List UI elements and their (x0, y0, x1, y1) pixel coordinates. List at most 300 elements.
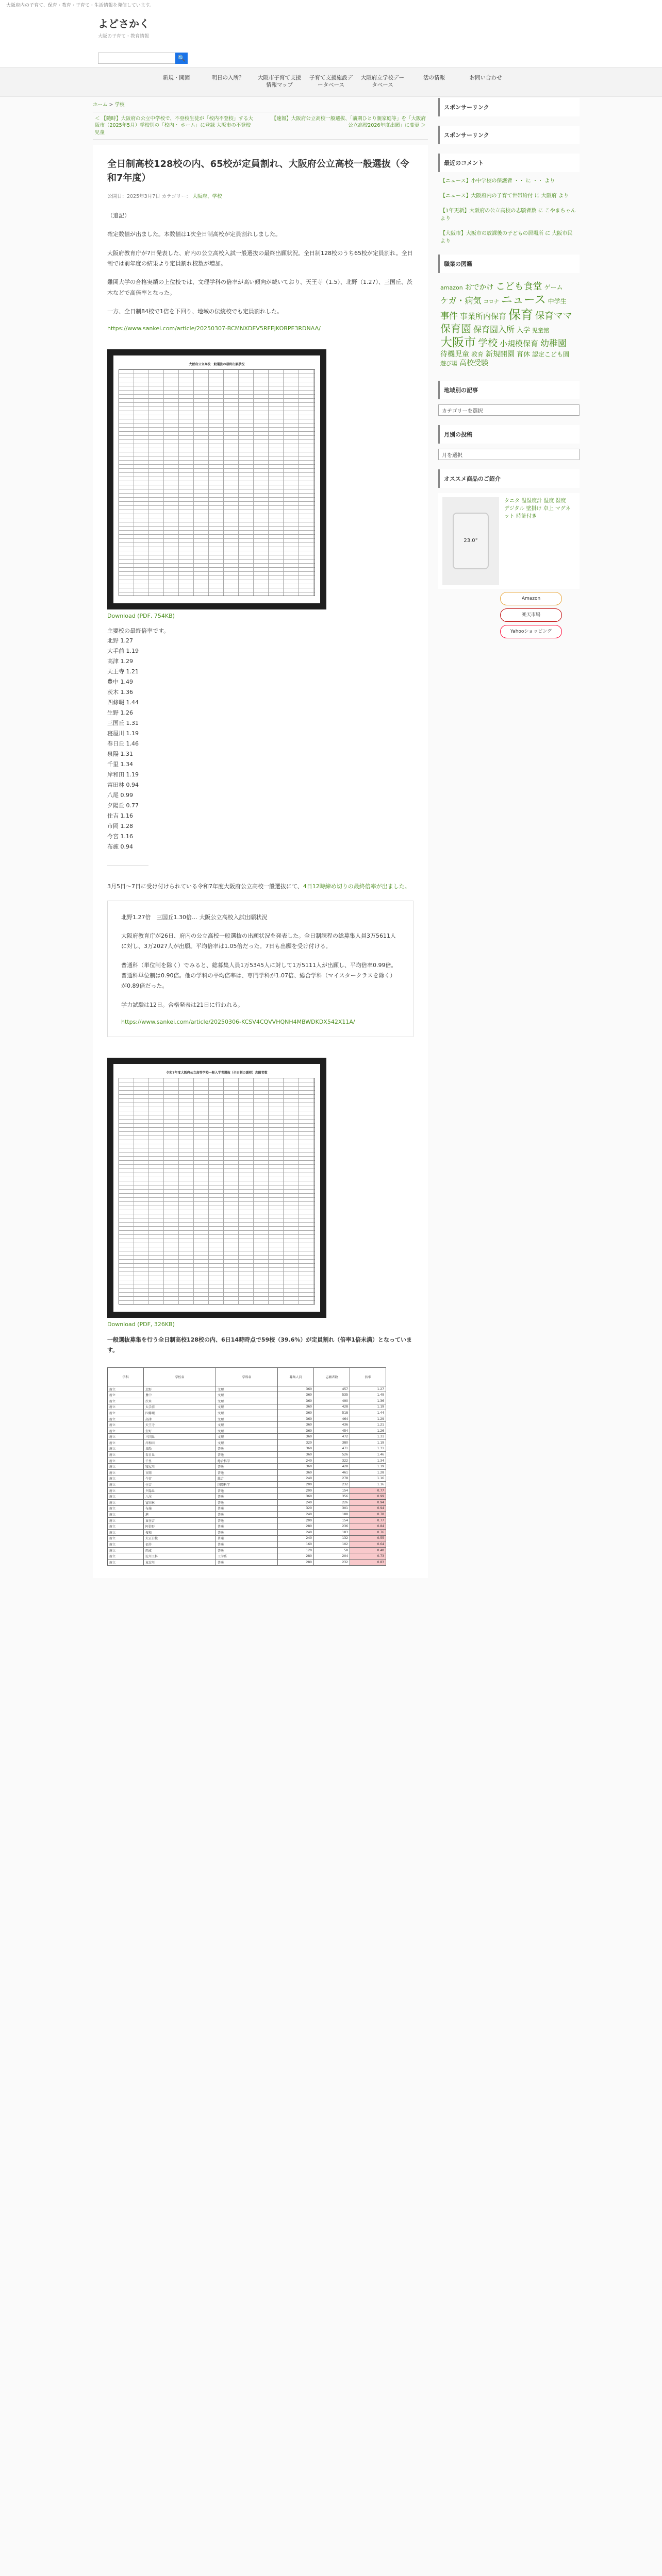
school-ratio-item: 布施 0.94 (107, 843, 133, 851)
table-cell: 0.55 (350, 1535, 386, 1541)
table-cell: 八尾 (144, 1494, 216, 1500)
main-content (93, 98, 428, 1578)
main-nav (0, 67, 662, 97)
table-cell: 0.78 (350, 1512, 386, 1518)
site-logo[interactable]: よどさかく (98, 18, 150, 30)
article-meta (107, 192, 413, 199)
tag-link[interactable]: 保育 (508, 308, 534, 322)
next-post-link[interactable]: 【速報】大阪府公立高校一般選抜、「前期ひとり親家庭等」を「大阪府公立高校2026年度出願」に変更 ＞ (271, 116, 426, 129)
table-cell: 240 (278, 1535, 314, 1541)
table-cell: 1.46 (350, 1452, 386, 1458)
table-cell: 428 (314, 1404, 350, 1410)
sidebar-heading: 最近のコメント (438, 154, 580, 172)
tag-link[interactable]: こども食堂 (495, 281, 542, 292)
table-cell: 1.27 (350, 1386, 386, 1392)
table-cell: 1.21 (350, 1422, 386, 1428)
table-cell: 文理 (216, 1386, 278, 1392)
table-cell: 204 (314, 1553, 350, 1560)
nav-item[interactable]: 大阪府立学校データベース (361, 75, 404, 89)
table-cell: 布施 (144, 1505, 216, 1512)
tag-link[interactable]: コロナ (483, 299, 499, 305)
pdf-page (113, 1064, 320, 1312)
table-row (108, 1494, 386, 1500)
table-cell: 豊中 (144, 1392, 216, 1398)
table-row (108, 1386, 386, 1392)
month-select[interactable]: 月を選択 (438, 449, 580, 460)
school-ratio-item: 天王寺 1.21 (107, 668, 139, 675)
monthly-box (438, 425, 580, 460)
table-cell: 240 (278, 1529, 314, 1535)
table-cell: 普通 (216, 1529, 278, 1535)
recent-comments (438, 154, 580, 245)
table-cell: 文理 (216, 1428, 278, 1434)
list-title: 主要校の最終倍率です。 (107, 628, 170, 635)
table-cell: 文理 (216, 1416, 278, 1422)
table-cell: 府立 (108, 1428, 144, 1434)
table-cell: 府立 (108, 1458, 144, 1464)
table-cell: 1.31 (350, 1446, 386, 1452)
table-cell: 今宮 (144, 1476, 216, 1482)
table-cell: 200 (278, 1487, 314, 1494)
school-ratio-item: 千里 1.34 (107, 761, 133, 768)
table-cell: 0.48 (350, 1547, 386, 1553)
post-nav (93, 112, 428, 140)
table-cell: 464 (314, 1416, 350, 1422)
table-cell: 490 (314, 1398, 350, 1404)
table-cell: 236 (314, 1523, 350, 1530)
tag-link[interactable]: 保育園入所 (473, 325, 515, 334)
table-cell: 360 (278, 1434, 314, 1440)
table-cell: 132 (314, 1535, 350, 1541)
breadcrumb-home[interactable]: ホーム (93, 102, 108, 108)
table-cell: 428 (314, 1464, 350, 1470)
table-cell: 360 (278, 1398, 314, 1404)
table-cell: 普通 (216, 1559, 278, 1565)
table-header: 志願者数 (314, 1367, 350, 1386)
table-cell: 三国丘 (144, 1434, 216, 1440)
tag-link[interactable]: 教育 (471, 350, 484, 358)
table-cell: 280 (278, 1559, 314, 1565)
comments-list (438, 177, 580, 245)
table-cell: 府立 (108, 1464, 144, 1470)
paragraph: 確定数値が出ました。本数値は1次全日制高校が定員割れしました。 (107, 231, 281, 238)
search-box (98, 53, 188, 64)
table-cell: 518 (314, 1410, 350, 1416)
tag-link[interactable]: 保育ママ (535, 311, 573, 321)
school-ratio-item: 夕陽丘 0.77 (107, 802, 139, 809)
table-row (108, 1428, 386, 1434)
breadcrumb-cat[interactable]: 学校 (114, 102, 125, 108)
comment-item[interactable]: 【ニュース】大阪府内の子育て世帯給付 に 大阪府 より (440, 193, 569, 199)
table-cell: 府立 (108, 1494, 144, 1500)
meta-date: 公開日：2025年3月7日 (107, 193, 160, 199)
school-ratio-item: 北野 1.27 (107, 637, 133, 645)
table-cell: 457 (314, 1386, 350, 1392)
tag-link[interactable]: 入学 (517, 327, 531, 334)
table-cell: 535 (314, 1392, 350, 1398)
tag-link[interactable]: 待機児童 (440, 350, 469, 359)
breadcrumb (93, 98, 428, 110)
table-cell: 1.36 (350, 1398, 386, 1404)
table-cell: 文理 (216, 1398, 278, 1404)
table-cell: 文理 (216, 1422, 278, 1428)
sidebar (438, 98, 580, 648)
table-cell: 280 (278, 1553, 314, 1560)
nav-item[interactable]: 活の情報 (423, 75, 445, 81)
table-cell: 360 (278, 1416, 314, 1422)
tag-link[interactable]: 大阪市 (440, 336, 476, 349)
table-cell: 471 (314, 1446, 350, 1452)
recommend-box (438, 469, 580, 638)
table-cell: 府立 (108, 1487, 144, 1494)
table-cell: 1.16 (350, 1476, 386, 1482)
table-cell: 府立 (108, 1559, 144, 1565)
pdf-download-link[interactable]: Download (PDF, 326KB) (107, 1321, 175, 1328)
table-cell: 府立 (108, 1512, 144, 1518)
school-ratio-item: 大手前 1.19 (107, 648, 139, 655)
table-cell: 1.19 (350, 1404, 386, 1410)
table-cell: 文理 (216, 1440, 278, 1446)
table-cell: 福井 (144, 1541, 216, 1548)
table-cell: 桜和 (144, 1529, 216, 1535)
table-cell: 府立 (108, 1422, 144, 1428)
tag-link[interactable]: ケガ・病気 (440, 295, 482, 306)
table-cell: 188 (314, 1512, 350, 1518)
nav-item[interactable]: 子育て支援施設データベース (309, 75, 353, 89)
table-cell: 360 (278, 1422, 314, 1428)
table-cell: 360 (278, 1494, 314, 1500)
thermometer-device: 23.0° (453, 513, 489, 569)
table-cell: 240 (278, 1512, 314, 1518)
table-cell: 府立 (108, 1482, 144, 1488)
table-cell: 472 (314, 1434, 350, 1440)
table-cell: 280 (278, 1523, 314, 1530)
product-image[interactable] (442, 497, 499, 585)
table-cell: 阿倍野 (144, 1523, 216, 1530)
search-input[interactable] (98, 53, 175, 64)
pdf-table-image (119, 369, 315, 596)
table-cell: 0.64 (350, 1541, 386, 1548)
article-title: 全日制高校128校の内、65校が定員割れ、大阪府公立高校一般選抜（令和7年度） (107, 158, 409, 183)
yahoo-button[interactable]: Yahooショッピング (500, 625, 562, 638)
school-ratio-item: 今宮 1.16 (107, 833, 133, 840)
tag-link[interactable]: ゲーム (544, 284, 563, 291)
pdf-viewer[interactable] (107, 1058, 326, 1318)
table-cell: 1.29 (350, 1416, 386, 1422)
table-row (108, 1535, 386, 1541)
table-cell: 府立 (108, 1404, 144, 1410)
table-cell: 360 (278, 1464, 314, 1470)
school-ratio-item: 茨木 1.36 (107, 689, 133, 696)
table-cell: 200 (278, 1482, 314, 1488)
pdf-viewer[interactable] (107, 349, 326, 609)
table-cell: 0.84 (350, 1523, 386, 1530)
table-header: 募集人員 (278, 1367, 314, 1386)
inline-link[interactable]: 4日12時締め切りの最終倍率が出ました。 (303, 883, 410, 890)
table-cell: 府立 (108, 1386, 144, 1392)
table-cell: 府立 (108, 1517, 144, 1523)
pdf-table-image (119, 1078, 315, 1304)
table-cell: 0.99 (350, 1494, 386, 1500)
table-cell: 461 (314, 1470, 350, 1476)
tag-link[interactable]: おでかけ (465, 283, 494, 292)
tag-link[interactable]: amazon (440, 284, 463, 291)
table-cell: 0.94 (350, 1505, 386, 1512)
school-ratio-item: 八尾 0.99 (107, 792, 133, 799)
table-cell: 0.77 (350, 1517, 386, 1523)
blockquote (107, 901, 413, 1037)
school-ratio-list (107, 636, 413, 852)
school-ratio-item: 富田林 0.94 (107, 782, 139, 789)
paragraph: 難関大学の合格実績の上位校では、文理学科の倍率が高い傾向が続いており、天王寺（1.5）、北野（1.27）、三国丘、茨木などで高倍率となった。 (107, 279, 412, 296)
table-cell: 総合 (216, 1476, 278, 1482)
table-cell: 普通 (216, 1452, 278, 1458)
table-cell: 四條畷 (144, 1410, 216, 1416)
table-row (108, 1458, 386, 1464)
table-row (108, 1476, 386, 1482)
tag-link[interactable]: 中学生 (548, 297, 567, 305)
tag-cloud-box (438, 255, 580, 371)
table-row (108, 1541, 386, 1548)
tag-link[interactable]: ニュース (501, 293, 546, 307)
table-cell: 府立 (108, 1529, 144, 1535)
table-cell: 泉陽 (144, 1446, 216, 1452)
sidebar-heading: 地域別の記事 (438, 381, 580, 399)
comment-item[interactable]: 【ニュース】小中学校の保護者 ・・ に ・・ より (440, 178, 555, 184)
table-cell: 普通 (216, 1505, 278, 1512)
table-cell: 232 (314, 1482, 350, 1488)
product-title[interactable]: タニタ 温湿度計 温度 湿度 デジタル 壁掛け 卓上 マグネット 時計付き (504, 498, 571, 519)
table-cell: 住吉 (144, 1482, 216, 1488)
tag-link[interactable]: 事件 (440, 311, 458, 321)
pdf-download-link[interactable]: Download (PDF, 754KB) (107, 613, 175, 620)
paragraph: 大阪府教育庁が7日発表した、府内の公立高校入試一般選抜の最終出願状況。全日制128校のうち65校が定員割れ。全日制では前年度の結果より定員割れ校数が増加。 (107, 249, 413, 267)
table-cell: 0.94 (350, 1500, 386, 1506)
table-row (108, 1452, 386, 1458)
table-row (108, 1464, 386, 1470)
sidebar-heading: 月別の投稿 (438, 425, 580, 444)
paragraph-text: 3月5日〜7日に受け付けられている令和7年度大阪府公立高校一般選抜にて、 (107, 883, 303, 890)
tag-link[interactable]: 遊び場 (440, 360, 457, 367)
table-cell: 文理 (216, 1404, 278, 1410)
category-box (438, 381, 580, 416)
table-header: 学科 (108, 1367, 144, 1386)
table-cell: 富田林 (144, 1500, 216, 1506)
school-ratio-item: 高津 1.29 (107, 658, 133, 665)
tag-link[interactable]: 認定こども園 (532, 350, 570, 358)
school-ratio-item: 四條畷 1.44 (107, 699, 139, 706)
sponsor-box (438, 98, 580, 116)
site-header (0, 10, 662, 67)
table-cell: 200 (278, 1517, 314, 1523)
breadcrumb-sep: > (107, 102, 115, 108)
table-cell: 360 (278, 1410, 314, 1416)
school-ratio-item: 市岡 1.28 (107, 823, 133, 830)
sidebar-heading: 職業の図鑑 (438, 255, 580, 273)
table-cell: 府立 (108, 1434, 144, 1440)
pdf-title: 大阪府公立高校一般選抜の最終出願状況 (189, 363, 245, 367)
pdf-title: 令和7年度大阪府公立高等学校一般入学者選抜（全日制の課程）志願者数 (166, 1071, 268, 1075)
table-cell: 240 (278, 1476, 314, 1482)
table-cell: 文理 (216, 1434, 278, 1440)
table-cell: 356 (314, 1494, 350, 1500)
table-cell: 茨木 (144, 1398, 216, 1404)
category-select[interactable]: カテゴリーを選択 (438, 404, 580, 416)
table-row (108, 1440, 386, 1446)
table-cell: 市岡 (144, 1470, 216, 1476)
tag-link[interactable]: 新規開園 (486, 350, 515, 359)
table-cell: 278 (314, 1476, 350, 1482)
table-cell: 国際科学 (216, 1482, 278, 1488)
tag-link[interactable]: 小規模保育 (500, 339, 539, 348)
table-cell: 0.77 (350, 1487, 386, 1494)
table-cell: 西成 (144, 1547, 216, 1553)
table-header: 学科名 (216, 1367, 278, 1386)
quote-text: 学力試験は12日。合格発表は21日に行われる。 (121, 1001, 243, 1008)
table-cell: 1.49 (350, 1392, 386, 1398)
table-cell: 526 (314, 1452, 350, 1458)
table-row (108, 1422, 386, 1428)
table-cell: 普通 (216, 1547, 278, 1553)
table-cell: 普通 (216, 1464, 278, 1470)
table-row (108, 1553, 386, 1560)
table-cell: 1.19 (350, 1440, 386, 1446)
tag-link[interactable]: 学校 (478, 337, 498, 349)
table-cell: 府立 (108, 1553, 144, 1560)
school-ratio-item: 春日丘 1.46 (107, 740, 139, 748)
table-row (108, 1404, 386, 1410)
table-row (108, 1446, 386, 1452)
table-cell: 大手前 (144, 1404, 216, 1410)
table-cell: 1.34 (350, 1458, 386, 1464)
paragraph: 一方、全日制84校で1倍を下回り、地域の伝統校でも定員割れした。 (107, 308, 283, 315)
sidebar-heading: オススメ商品のご紹介 (438, 469, 580, 488)
table-cell: 360 (278, 1386, 314, 1392)
tag-link[interactable]: 幼稚園 (540, 338, 567, 349)
tag-link[interactable]: 保育園 (440, 323, 471, 335)
comment-item[interactable]: 【1年更新】大阪府の公立高校の志願者数 に こやまちゃん より (440, 208, 576, 222)
table-cell: 320 (278, 1440, 314, 1446)
table-cell: 寝屋川 (144, 1464, 216, 1470)
table-cell: 工学系 (216, 1553, 278, 1560)
table-cell: 府立 (108, 1440, 144, 1446)
table-cell: 府立 (108, 1416, 144, 1422)
table-cell: 232 (314, 1559, 350, 1565)
table-cell: 生野 (144, 1428, 216, 1434)
table-cell: 154 (314, 1487, 350, 1494)
table-cell: 普通 (216, 1446, 278, 1452)
table-row (108, 1500, 386, 1506)
quote-text: 北野1.27倍 三国丘1.30倍… 大阪公立高校入試出願状況 (121, 913, 268, 921)
table-cell: 府立 (108, 1500, 144, 1506)
table-cell: 320 (278, 1505, 314, 1512)
table-cell: 春日丘 (144, 1452, 216, 1458)
table-cell: 普通 (216, 1494, 278, 1500)
table-cell: 1.19 (350, 1464, 386, 1470)
table-cell: 360 (278, 1428, 314, 1434)
table-row (108, 1392, 386, 1398)
table-row (108, 1529, 386, 1535)
rakuten-button[interactable]: 楽天市場 (500, 608, 562, 622)
table-cell: 普通 (216, 1517, 278, 1523)
table-cell: 普通 (216, 1541, 278, 1548)
table-cell: 0.83 (350, 1559, 386, 1565)
table-cell: 301 (314, 1505, 350, 1512)
school-ratio-item: 岸和田 1.19 (107, 771, 139, 778)
prev-post-link[interactable]: ＜ 【随時】大阪府の公立中学校で、不登校生徒が「校内不登校」する大阪市（2025年5月）学校別の「校内・ ホーム」に登録 大阪市の不登校児童 (95, 116, 253, 135)
table-row (108, 1482, 386, 1488)
sidebar-heading: スポンサーリンク (438, 126, 580, 144)
table-cell: 普通 (216, 1535, 278, 1541)
table-cell: 454 (314, 1428, 350, 1434)
meta-category[interactable]: 大阪府、学校 (192, 193, 222, 199)
table-row (108, 1410, 386, 1416)
sponsor-box (438, 126, 580, 144)
table-header: 倍率 (350, 1367, 386, 1386)
amazon-button[interactable]: Amazon (500, 592, 562, 605)
tag-link[interactable]: 育休 (517, 350, 531, 359)
table-cell: 府立 (108, 1398, 144, 1404)
table-cell: 府立 (108, 1410, 144, 1416)
table-cell: 千里 (144, 1458, 216, 1464)
search-button[interactable]: 🔍 (175, 53, 188, 64)
nav-item[interactable]: 大阪市子育て支援情報マップ (258, 75, 301, 89)
table-cell: 154 (314, 1517, 350, 1523)
sidebar-heading: スポンサーリンク (438, 98, 580, 116)
quote-source-link[interactable]: https://www.sankei.com/article/20250306-KCSV4CQVVHQNH4MBWDKDX542X11A/ (121, 1019, 355, 1026)
table-cell: 0.73 (350, 1553, 386, 1560)
table-cell: 1.26 (350, 1428, 386, 1434)
table-cell: 淀川工科 (144, 1553, 216, 1560)
table-row (108, 1512, 386, 1518)
table-cell: 普通 (216, 1523, 278, 1530)
tag-cloud (438, 278, 580, 371)
nav-item[interactable]: 明日の入所？ (211, 75, 244, 81)
paragraph (107, 882, 413, 892)
table-cell: 府立 (108, 1476, 144, 1482)
table-cell: 1.28 (350, 1470, 386, 1476)
tag-link[interactable]: 事業所内保育 (460, 312, 507, 321)
table-cell: 普通 (216, 1487, 278, 1494)
table-cell: 天王寺 (144, 1422, 216, 1428)
pdf-page (113, 355, 320, 603)
table-row (108, 1547, 386, 1553)
table-row (108, 1416, 386, 1422)
nav-item[interactable]: 新規・開園 (162, 75, 190, 81)
nav-item[interactable]: お問い合わせ (469, 75, 502, 81)
table-cell: 360 (278, 1392, 314, 1398)
table-cell: 360 (278, 1404, 314, 1410)
table-cell: 総合科学 (216, 1458, 278, 1464)
tag-link[interactable]: 高校受験 (459, 359, 488, 368)
table-header: 学校名 (144, 1367, 216, 1386)
school-ratio-item: 住吉 1.16 (107, 812, 133, 820)
topbar-text: 大阪府内の子育て、保育・教育・子育て・生活情報を発信しています。 (0, 0, 662, 10)
applicants-table (107, 1367, 386, 1566)
table-cell: 226 (314, 1500, 350, 1506)
table-cell: 普通 (216, 1500, 278, 1506)
comment-item[interactable]: 【大阪市】大阪市の放課後の子どもの居場所 に 大阪市民 より (440, 231, 573, 244)
table-cell: 102 (314, 1541, 350, 1548)
table-cell: 文理 (216, 1410, 278, 1416)
tag-link[interactable]: 児童館 (532, 327, 550, 334)
table-cell: 183 (314, 1529, 350, 1535)
paragraph: （追記） (107, 212, 130, 219)
table-cell: 港 (144, 1512, 216, 1518)
table-row (108, 1517, 386, 1523)
table-cell: 文理 (216, 1392, 278, 1398)
source-link[interactable]: https://www.sankei.com/article/20250307-BCMNXDEV5RFEJKOBPE3RDNAA/ (107, 325, 321, 332)
